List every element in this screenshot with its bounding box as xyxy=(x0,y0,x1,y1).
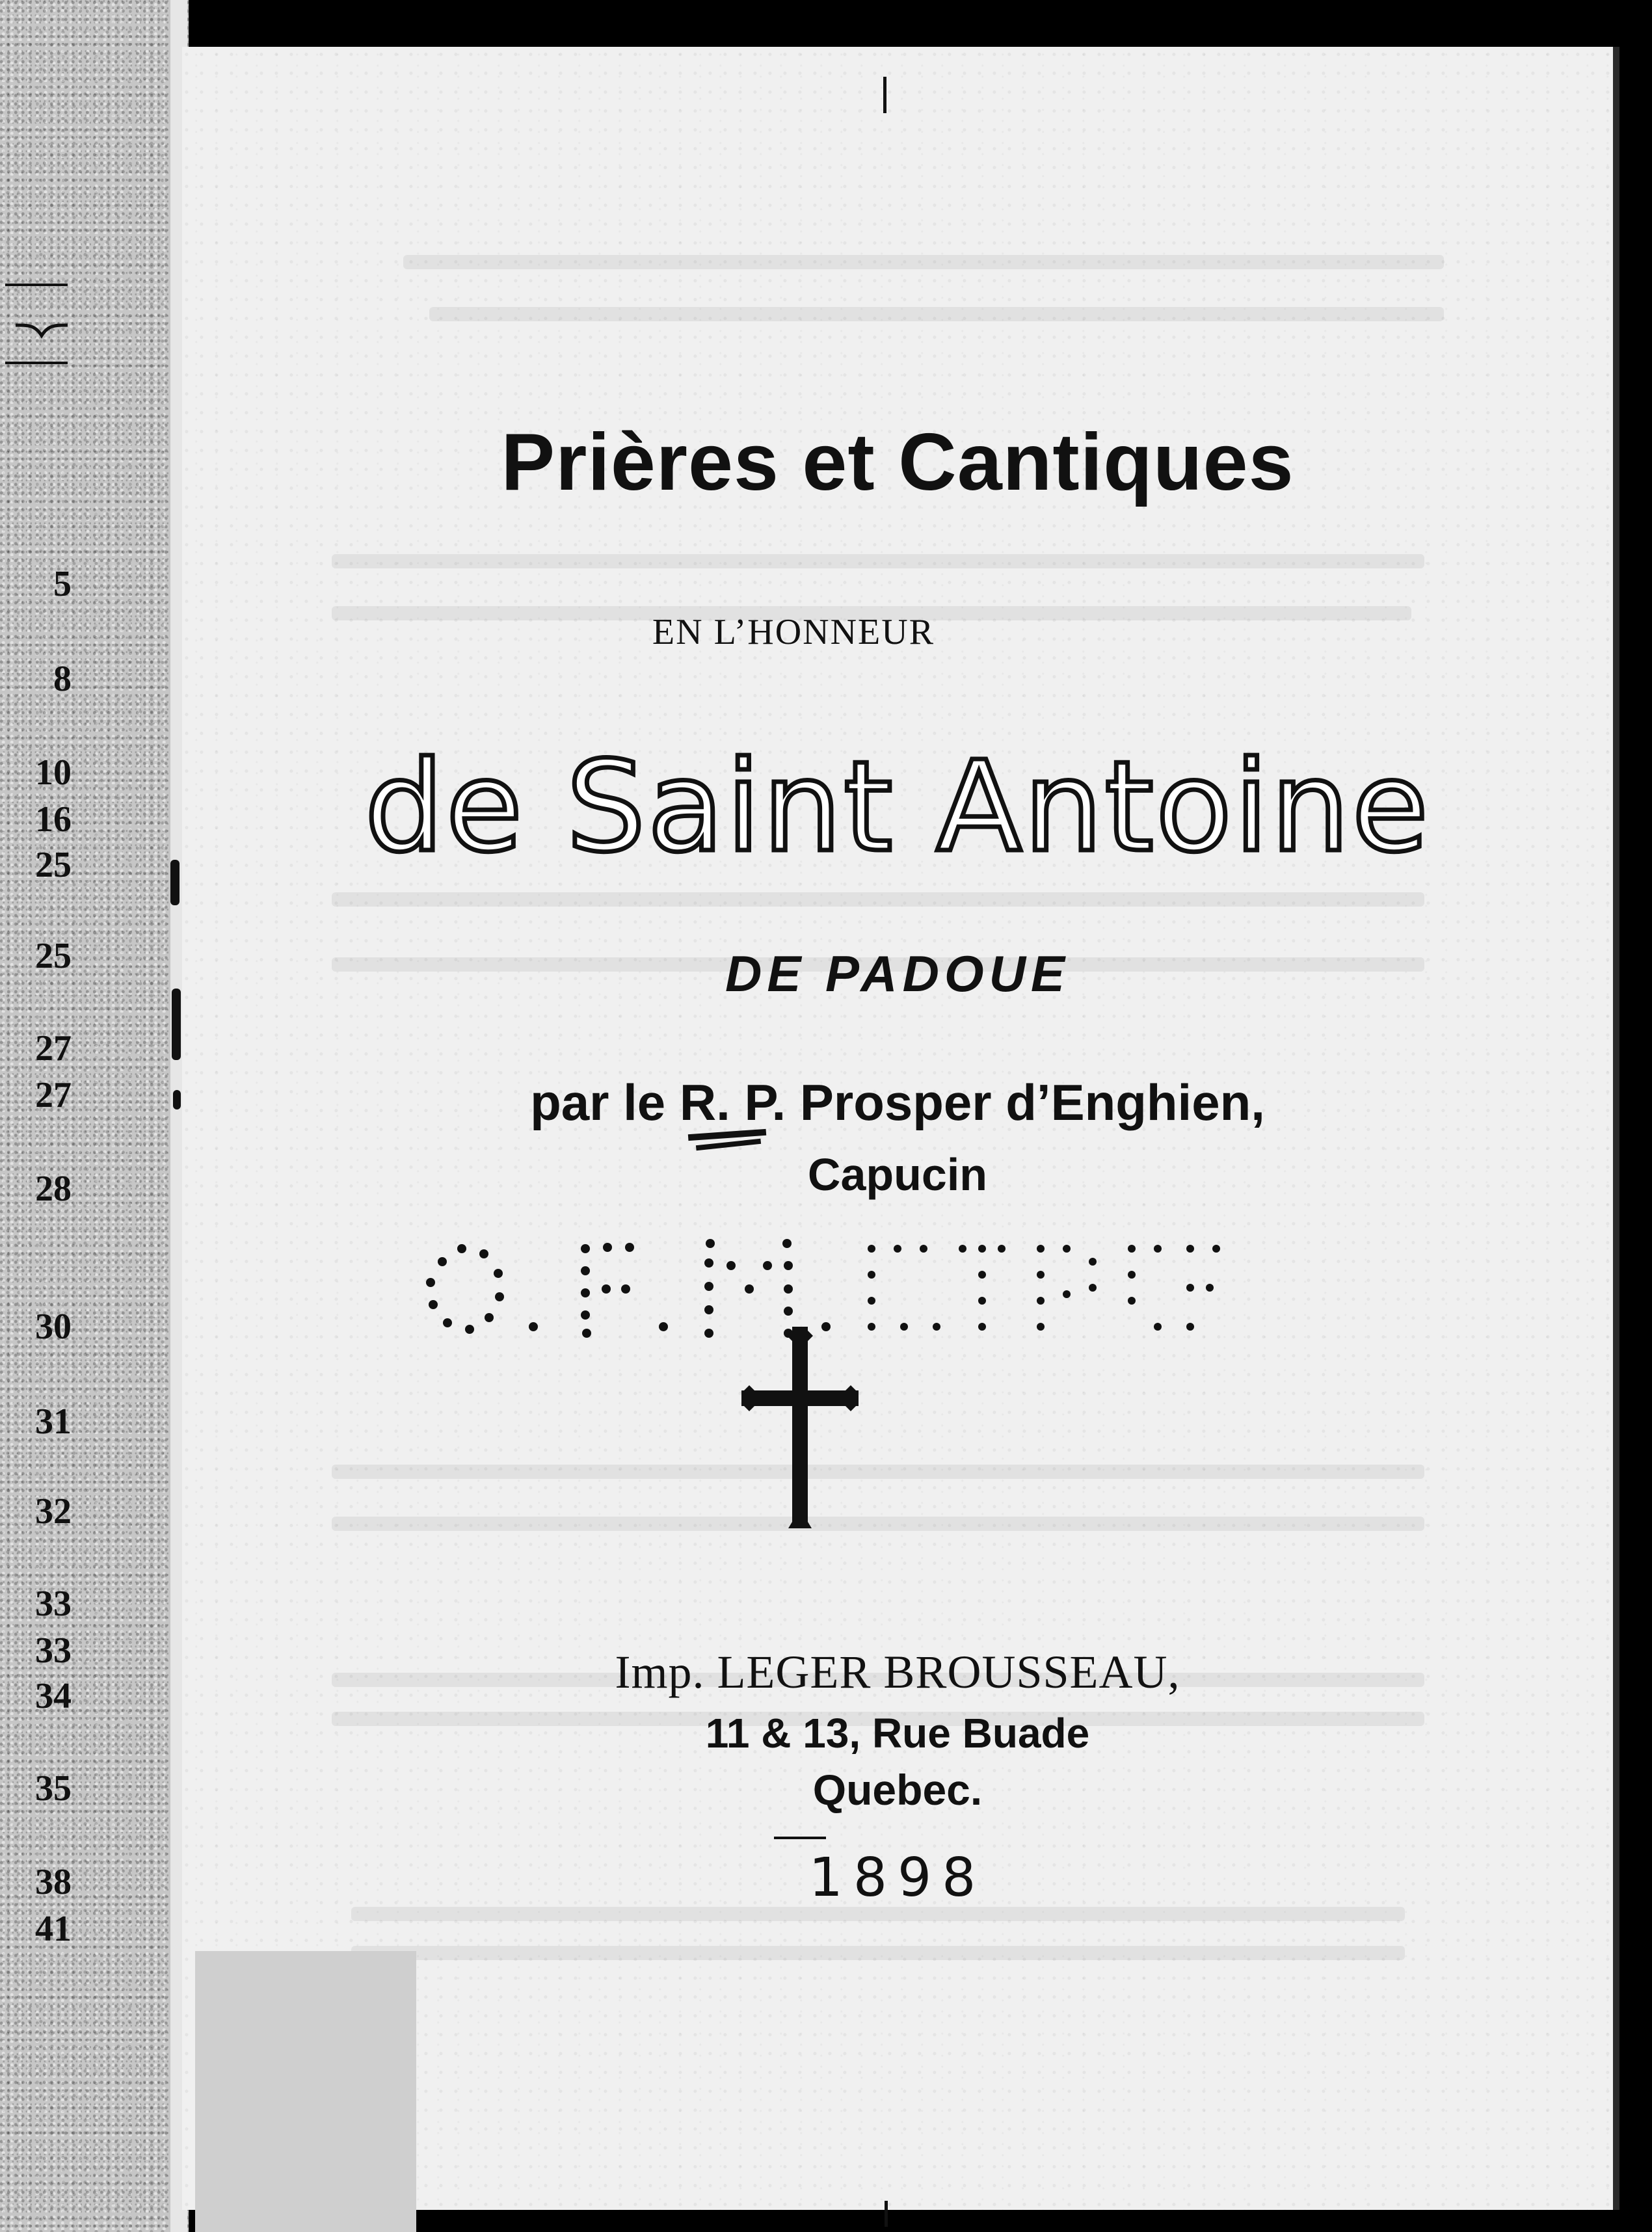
page-number: 41 xyxy=(35,1909,72,1949)
page-number: 38 xyxy=(35,1862,72,1902)
margin-rule xyxy=(5,362,68,364)
page-number: 16 xyxy=(35,799,72,840)
printer-name: Imp. LEGER BROUSSEAU, xyxy=(615,1646,1180,1698)
title: Prières et Cantiques xyxy=(501,418,1294,507)
page-number: 34 xyxy=(35,1676,72,1716)
page-number: 30 xyxy=(35,1307,72,1347)
show-through-line xyxy=(403,255,1444,269)
page-number: 27 xyxy=(35,1075,72,1115)
publication-year: 1898 xyxy=(808,1847,987,1909)
show-through-line xyxy=(332,1465,1424,1479)
page-number: 31 xyxy=(35,1402,72,1442)
binding-mark xyxy=(172,989,181,1060)
separator-rule xyxy=(774,1837,826,1839)
page-number: 25 xyxy=(35,845,72,885)
page-number: 28 xyxy=(35,1169,72,1209)
page-number: 27 xyxy=(35,1028,72,1069)
margin-tick xyxy=(885,2201,888,2227)
margin-strip xyxy=(0,0,189,2232)
page-number: 25 xyxy=(35,936,72,976)
subject-heading: de Saint Antoine xyxy=(364,735,1431,880)
margin-rule xyxy=(5,284,68,286)
show-through-line xyxy=(332,554,1424,568)
subtitle-prefix: EN L’HONNEUR xyxy=(652,612,935,652)
page-number: 5 xyxy=(53,564,72,604)
cross-icon xyxy=(741,1327,859,1528)
page-number: 32 xyxy=(35,1491,72,1532)
flourish-icon xyxy=(16,316,68,342)
page-number: 35 xyxy=(35,1768,72,1809)
show-through-line xyxy=(429,307,1444,321)
binding-mark xyxy=(173,1090,181,1109)
page-number: 33 xyxy=(35,1630,72,1671)
page-number: 33 xyxy=(35,1584,72,1624)
author-order: Capucin xyxy=(807,1149,988,1200)
binding-mark xyxy=(170,860,180,905)
margin-tick xyxy=(883,77,886,113)
show-through-line xyxy=(332,1517,1424,1531)
bottom-margin-shadow xyxy=(195,1951,416,2232)
page-number: 10 xyxy=(35,752,72,793)
show-through-line xyxy=(332,892,1424,907)
page-number: 8 xyxy=(53,659,72,699)
subject-suffix: DE PADOUE xyxy=(725,945,1070,1002)
printer-address: 11 & 13, Rue Buade xyxy=(705,1710,1090,1757)
author-line: par le R. P. Prosper d’Enghien, xyxy=(530,1074,1265,1131)
show-through-line xyxy=(351,1946,1405,1960)
show-through-line xyxy=(351,1907,1405,1921)
printer-city: Quebec. xyxy=(812,1766,983,1814)
